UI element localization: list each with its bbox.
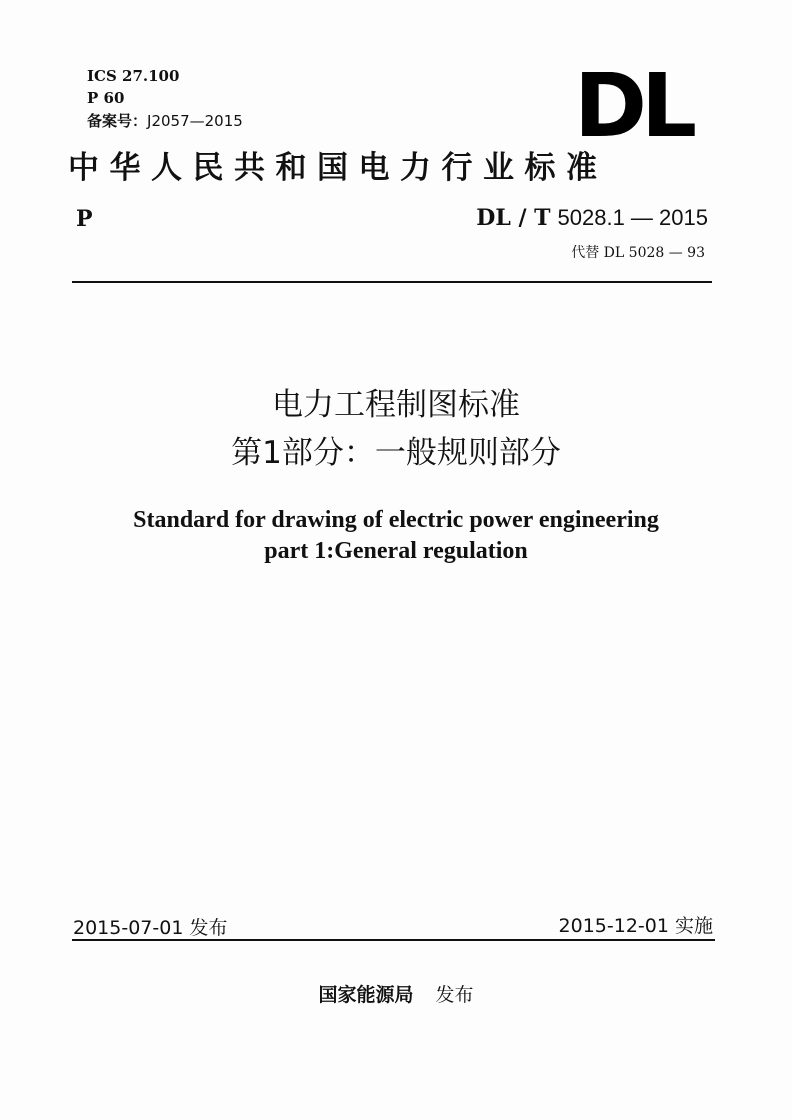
classification-code: P 60 <box>87 89 125 107</box>
issuer-action: 发布 <box>435 984 474 1006</box>
title-english-line1: Standard for drawing of electric power engineering <box>133 507 659 533</box>
record-number <box>87 112 243 131</box>
implementation-date: 2015-12-01 实施 <box>558 915 713 937</box>
standard-category-name: 中华人民共和国电力行业标准 <box>68 150 608 186</box>
dl-logo: DL <box>574 72 692 140</box>
record-label: 备案号： <box>87 112 148 130</box>
left-classification: P <box>76 206 93 232</box>
footer-divider <box>72 939 715 941</box>
title-english-line2: part 1:General regulation <box>264 538 528 564</box>
issuer <box>0 980 792 1007</box>
record-value: J2057—2015 <box>147 112 243 130</box>
code-number: 5028.1 — 2015 <box>557 205 708 230</box>
header-divider <box>72 281 712 283</box>
replaces-standard: 代替 DL 5028 — 93 <box>571 245 705 261</box>
standard-code <box>476 205 708 231</box>
title-chinese-line2: 第1部分：一般规则部分 <box>231 435 561 471</box>
ics-code: ICS 27.100 <box>87 67 180 85</box>
title-chinese-line1: 电力工程制图标准 <box>272 387 520 423</box>
issue-date: 2015-07-01 发布 <box>73 917 228 939</box>
code-prefix: DL / T <box>476 205 551 231</box>
issuer-organization: 国家能源局 <box>318 984 414 1006</box>
